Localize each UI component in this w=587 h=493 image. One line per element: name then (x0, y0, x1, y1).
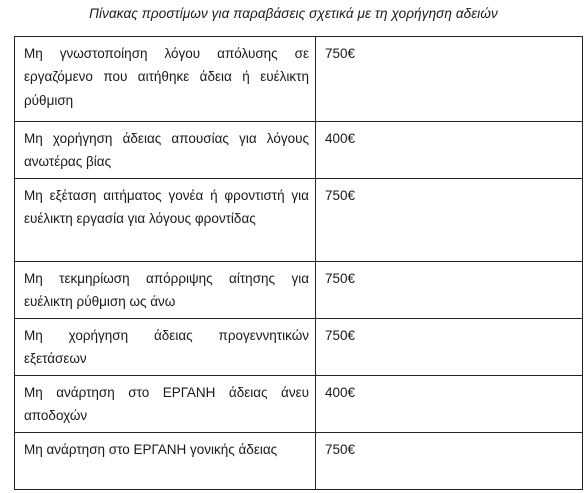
fine-cell: 750€ (316, 262, 583, 319)
fine-cell: 750€ (316, 432, 583, 489)
fine-cell: 750€ (316, 179, 583, 262)
fine-cell: 400€ (316, 375, 583, 432)
violation-cell: Μη γνωστοποίηση λόγου απόλυσης σε εργαζόμενο που αιτήθηκε άδεια ή ευέλικτη ρύθμιση (15, 37, 316, 122)
table-caption: Πίνακας προστίμων για παραβάσεις σχετικά με τη χορήγηση αδειών (89, 6, 498, 21)
table-row (15, 179, 583, 262)
violation-cell: Μη εξέταση αιτήματος γονέα ή φροντιστή για ευέλικτη εργασία για λόγους φροντίδας (15, 179, 316, 262)
fine-cell: 400€ (316, 122, 583, 179)
fines-table (14, 36, 583, 490)
violation-cell: Μη ανάρτηση στο ΕΡΓΑΝΗ άδειας άνευ αποδοχών (15, 375, 316, 432)
violation-cell: Μη χορήγηση άδειας απουσίας για λόγους ανωτέρας βίας (15, 122, 316, 179)
table-row (15, 122, 583, 179)
violation-cell: Μη χορήγηση άδειας προγεννητικών εξετάσεων (15, 318, 316, 375)
table-row (15, 432, 583, 489)
fine-cell: 750€ (316, 318, 583, 375)
table-row (15, 262, 583, 319)
table-row (15, 375, 583, 432)
table-row (15, 37, 583, 122)
table-row (15, 318, 583, 375)
violation-cell: Μη ανάρτηση στο ΕΡΓΑΝΗ γονικής άδειας (15, 432, 316, 489)
violation-cell: Μη τεκμηρίωση απόρριψης αίτησης για ευέλικτη ρύθμιση ως άνω (15, 262, 316, 319)
fine-cell: 750€ (316, 37, 583, 122)
